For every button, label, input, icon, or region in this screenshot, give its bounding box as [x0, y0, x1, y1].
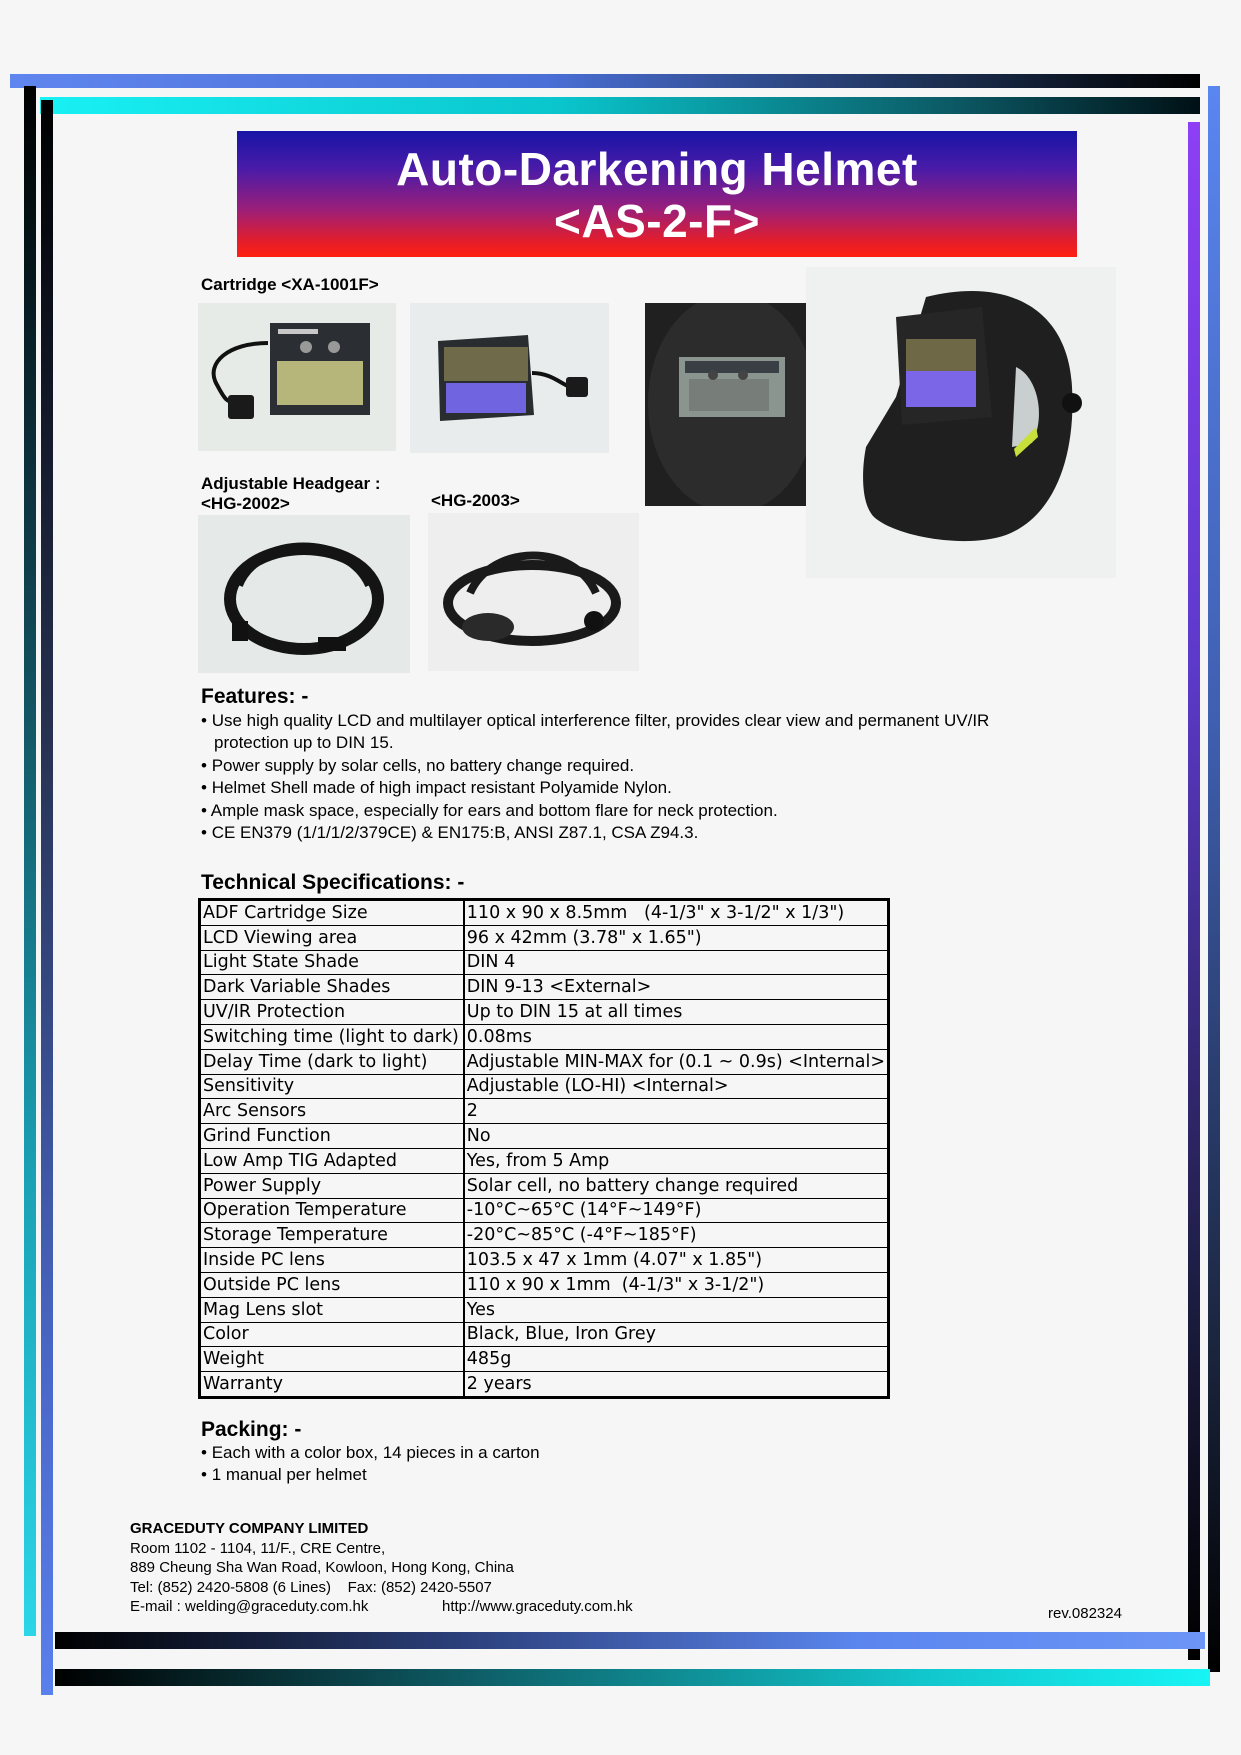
spec-value: Black, Blue, Iron Grey — [464, 1322, 889, 1347]
cartridge-label: Cartridge <XA-1001F> — [201, 275, 379, 294]
frame-bar-top-inner — [40, 97, 1200, 114]
table-row — [200, 1198, 889, 1223]
table-row — [200, 1372, 889, 1398]
spec-value: Yes, from 5 Amp — [464, 1148, 889, 1173]
cartridge-lens-image — [410, 303, 609, 453]
spec-value: 110 x 90 x 8.5mm (4-1/3" x 3-1/2" x 1/3") — [464, 900, 889, 926]
headgear-label-line1: Adjustable Headgear : — [201, 474, 381, 493]
company-phone-fax: Tel: (852) 2420-5808 (6 Lines) Fax: (852) 2420-5507 — [130, 1578, 492, 1596]
company-name: GRACEDUTY COMPANY LIMITED — [130, 1520, 369, 1537]
headgear-label — [201, 474, 381, 514]
table-row — [200, 1322, 889, 1347]
spec-value: Adjustable MIN-MAX for (0.1 ~ 0.9s) <Internal> — [464, 1049, 889, 1074]
spec-label: Warranty — [200, 1372, 464, 1398]
headgear-hg2002-image — [198, 515, 410, 673]
spec-label: Grind Function — [200, 1124, 464, 1149]
list-item: • 1 manual per helmet — [201, 1464, 801, 1486]
spec-label: Power Supply — [200, 1173, 464, 1198]
list-item: • Helmet Shell made of high impact resistant Polyamide Nylon. — [201, 777, 1031, 799]
spec-label: ADF Cartridge Size — [200, 900, 464, 926]
cartridge-installed-image — [645, 303, 819, 506]
cartridge-front-image — [198, 303, 396, 451]
spec-label: Arc Sensors — [200, 1099, 464, 1124]
table-row — [200, 1074, 889, 1099]
frame-bar-bottom-outer — [55, 1669, 1210, 1686]
revision-code: rev.082324 — [1048, 1605, 1122, 1622]
table-row — [200, 1148, 889, 1173]
spec-label: Switching time (light to dark) — [200, 1024, 464, 1049]
spec-value: DIN 4 — [464, 950, 889, 975]
table-row — [200, 1248, 889, 1273]
frame-bar-top — [10, 74, 1200, 88]
table-row — [200, 1173, 889, 1198]
model-number: <AS-2-F> — [554, 195, 760, 247]
helmet-photo — [806, 267, 1116, 578]
cartridge-installed-photo — [645, 303, 819, 506]
spec-value: Yes — [464, 1297, 889, 1322]
helmet-image — [806, 267, 1116, 578]
table-row — [200, 925, 889, 950]
packing-list — [201, 1442, 801, 1487]
spec-label: Light State Shade — [200, 950, 464, 975]
spec-value: -10°C~65°C (14°F~149°F) — [464, 1198, 889, 1223]
features-heading: Features: - — [201, 685, 309, 708]
hg2003-label: <HG-2003> — [431, 491, 520, 510]
page-title: Auto-Darkening Helmet — [396, 143, 918, 195]
cartridge-photo-front — [198, 303, 396, 451]
spec-label: Delay Time (dark to light) — [200, 1049, 464, 1074]
spec-value: Adjustable (LO-HI) <Internal> — [464, 1074, 889, 1099]
table-row — [200, 1297, 889, 1322]
spec-value: 0.08ms — [464, 1024, 889, 1049]
headgear-label-line2: <HG-2002> — [201, 494, 290, 513]
spec-label: LCD Viewing area — [200, 925, 464, 950]
frame-bar-left-inner — [41, 100, 53, 1695]
spec-label: Mag Lens slot — [200, 1297, 464, 1322]
spec-label: UV/IR Protection — [200, 1000, 464, 1025]
spec-value: 2 — [464, 1099, 889, 1124]
frame-bar-right-inner — [1188, 122, 1200, 1660]
list-item: • Each with a color box, 14 pieces in a carton — [201, 1442, 801, 1464]
list-item: • Use high quality LCD and multilayer optical interference filter, provides clear view and permanent UV/IR protection up to DIN 15. — [201, 710, 1031, 755]
frame-bar-left — [24, 86, 36, 1636]
table-row — [200, 1347, 889, 1372]
spec-value: 103.5 x 47 x 1mm (4.07" x 1.85") — [464, 1248, 889, 1273]
table-row — [200, 1049, 889, 1074]
spec-value: No — [464, 1124, 889, 1149]
specs-heading: Technical Specifications: - — [201, 871, 465, 894]
list-item: • Power supply by solar cells, no battery change required. — [201, 755, 1031, 777]
table-row — [200, 1000, 889, 1025]
company-email[interactable]: E-mail : welding@graceduty.com.hk — [130, 1598, 369, 1615]
list-item: • Ample mask space, especially for ears and bottom flare for neck protection. — [201, 800, 1031, 822]
company-address-line2: 889 Cheung Sha Wan Road, Kowloon, Hong Kong, China — [130, 1559, 514, 1576]
headgear-hg2002-photo — [198, 515, 410, 673]
spec-value: Up to DIN 15 at all times — [464, 1000, 889, 1025]
spec-label: Dark Variable Shades — [200, 975, 464, 1000]
spec-value: Solar cell, no battery change required — [464, 1173, 889, 1198]
spec-value: DIN 9-13 <External> — [464, 975, 889, 1000]
spec-value: -20°C~85°C (-4°F~185°F) — [464, 1223, 889, 1248]
title-banner — [237, 131, 1077, 257]
spec-value: 485g — [464, 1347, 889, 1372]
table-row — [200, 975, 889, 1000]
company-contact-row — [130, 1597, 633, 1617]
cartridge-photo-lens — [410, 303, 609, 453]
spec-label: Inside PC lens — [200, 1248, 464, 1273]
packing-heading: Packing: - — [201, 1418, 302, 1441]
spec-label: Outside PC lens — [200, 1272, 464, 1297]
spec-label: Color — [200, 1322, 464, 1347]
headgear-hg2003-image — [428, 513, 639, 671]
table-row — [200, 1124, 889, 1149]
company-info — [130, 1519, 633, 1617]
spec-label: Operation Temperature — [200, 1198, 464, 1223]
spec-label: Storage Temperature — [200, 1223, 464, 1248]
table-row — [200, 950, 889, 975]
features-list — [201, 710, 1031, 844]
specs-table — [198, 898, 890, 1399]
table-row — [200, 1223, 889, 1248]
spec-label: Weight — [200, 1347, 464, 1372]
spec-value: 96 x 42mm (3.78" x 1.65") — [464, 925, 889, 950]
table-row — [200, 1099, 889, 1124]
headgear-hg2003-photo — [428, 513, 639, 671]
spec-label: Sensitivity — [200, 1074, 464, 1099]
list-item: • CE EN379 (1/1/1/2/379CE) & EN175:B, ANSI Z87.1, CSA Z94.3. — [201, 822, 1031, 844]
table-row — [200, 1272, 889, 1297]
spec-value: 110 x 90 x 1mm (4-1/3" x 3-1/2") — [464, 1272, 889, 1297]
table-row — [200, 1024, 889, 1049]
table-row — [200, 900, 889, 926]
company-website[interactable]: http://www.graceduty.com.hk — [442, 1598, 633, 1615]
spec-label: Low Amp TIG Adapted — [200, 1148, 464, 1173]
spec-value: 2 years — [464, 1372, 889, 1398]
company-address-line1: Room 1102 - 1104, 11/F., CRE Centre, — [130, 1539, 386, 1557]
frame-bar-bottom — [55, 1632, 1205, 1649]
frame-bar-right — [1208, 86, 1220, 1672]
